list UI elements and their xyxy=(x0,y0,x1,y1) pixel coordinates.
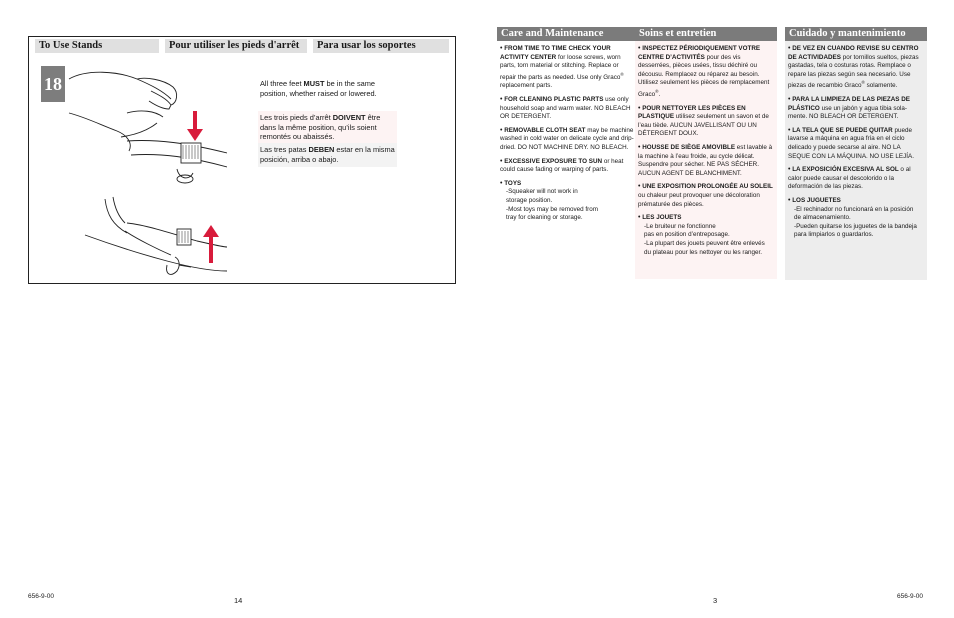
care-item-toys: • TOYS -Squeaker will not work in storage position. -Most toys may be removed from tray for cleaning or storage. xyxy=(500,180,636,223)
toys-line: -Most toys may be removed from xyxy=(506,205,599,213)
toys-line: -Le bruiteur ne fonctionne xyxy=(644,222,716,230)
care-item: • REMOVABLE CLOTH SEAT may be machine washed in cold water on delicate cycle and drip-dried. DO NOT MACHINE DRY. NO BLEACH. xyxy=(500,126,634,152)
care-maintenance-column-en xyxy=(497,27,639,281)
header-pour-utiliser: Pour utiliser les pieds d'arrêt xyxy=(165,39,307,53)
toys-line: storage position. xyxy=(506,197,553,204)
header-to-use-stands: To Use Stands xyxy=(35,39,159,53)
toys-line: -La plupart des jouets peuvent être enlevés xyxy=(644,239,765,247)
column-body xyxy=(497,41,639,281)
care-maintenance-column-fr xyxy=(635,27,777,279)
footer-right-page-number: 3 xyxy=(713,596,718,605)
header-para-usar: Para usar los soportes xyxy=(313,39,449,53)
toys-line: de almacenamiento. xyxy=(794,214,851,222)
care-item: • PARA LA LIMPIEZA DE LAS PIEZAS DE PLÁSTICO use un jabón y agua tibia sola- mente. NO BLEACH OR DETERGENT. xyxy=(788,96,910,121)
instruction-es: Las tres patas DEBEN estar en la misma posición, arriba o abajo. xyxy=(258,143,397,167)
down-arrow-icon xyxy=(187,111,203,141)
instruction-fr: Les trois pieds d’arrêt DOIVENT être dans la même position, qu’ils soient remontés ou abaissés. xyxy=(258,111,397,145)
care-item-toys: • LES JOUETS -Le bruiteur ne fonctionne pas en position d’entreposage. -La plupart des jouets peuvent être enlevés du plateau pour les nettoyer ou les ranger. xyxy=(638,214,774,257)
toys-line: du plateau pour les nettoyer ou les ranger. xyxy=(644,248,762,256)
column-title: Soins et entretien xyxy=(635,27,777,41)
toys-line: -Pueden quitarse los juguetes de la bandeja xyxy=(794,222,917,230)
care-item: • EXCESSIVE EXPOSURE TO SUN or heat could cause fading or warping of parts. xyxy=(500,157,624,174)
column-body xyxy=(785,41,927,280)
stand-illustration xyxy=(67,65,227,277)
hand-pressing-foot-down-illustration xyxy=(69,72,227,183)
footer-left-code: 656-9-00 xyxy=(28,593,55,600)
column-title: Cuidado y mantenimiento xyxy=(785,27,927,41)
column-title: Care and Maintenance xyxy=(497,27,639,41)
care-item-toys: • LOS JUGUETES -El rechinador no funcionará en la posición de almacenamiento. -Pueden quitarse los juguetes de la bandeja para limpiarlos o guardarlos. xyxy=(788,197,924,240)
toys-line: -El rechinador no funcionará en la posición xyxy=(794,205,914,213)
care-item: • UNE EXPOSITION PROLONGÉE AU SOLEIL ou chaleur peut provoquer une décoloration prématurée des pièces. xyxy=(638,183,773,208)
care-item: • INSPECTEZ PÉRIODIQUEMENT VOTRE CENTRE D’ACTIVITÉS pour des vis desserrées, pièces usées, tissu déchiré ou décousu. Remplacez ou réparez au besoin. Utilisez seulement les pièces de remplacement Graco®. xyxy=(638,45,770,99)
care-item: • LA EXPOSICIÓN EXCESIVA AL SOL o al calor puede causar el descolorido o la deformación de las piezas. xyxy=(788,166,911,191)
care-item: • FOR CLEANING PLASTIC PARTS use only household soap and warm water. NO BLEACH OR DETERGENT. xyxy=(500,96,631,121)
care-item: • POUR NETTOYER LES PIÈCES EN PLASTIQUE utilisez seulement un savon et de l’eau tiède. AUCUN JAVELLISANT OU UN DÉTERGENT DOUX. xyxy=(638,104,769,138)
toys-line: tray for cleaning or storage. xyxy=(506,214,583,222)
footer-right-code: 656-9-00 xyxy=(897,593,924,600)
footer-left-page-number: 14 xyxy=(234,596,243,605)
toys-line: pas en position d’entreposage. xyxy=(644,231,730,239)
toys-line: para limpiarlos o guardarlos. xyxy=(794,231,874,239)
up-arrow-icon xyxy=(203,225,219,263)
toys-line: -Squeaker will not work in xyxy=(506,188,578,196)
column-body xyxy=(635,41,777,279)
care-item: • FROM TIME TO TIME CHECK YOUR ACTIVITY CENTER for loose screws, worn parts, torn material or stitching. Replace or repair the parts as needed. Use only Graco® replacement parts. xyxy=(500,45,624,90)
care-item: • HOUSSE DE SIÈGE AMOVIBLE est lavable à la machine à l’eau froide, au cycle délicat. Suspendre pour sécher. NE PAS SÉCHER. AUCUN AGENT DE BLANCHIMENT. xyxy=(638,144,773,177)
care-item: • DE VEZ EN CUANDO REVISE SU CENTRO DE ACTIVIDADES por tornillos sueltos, piezas gastadas, tela o costuras rotas. Remplace o repare las piezas según sea necesario. Use piezas de recambio Graco® solamente. xyxy=(788,45,919,90)
stands-instruction-box xyxy=(28,36,456,284)
instruction-en: All three feet MUST be in the same position, whether raised or lowered. xyxy=(260,79,377,98)
step-number-badge: 18 xyxy=(41,66,65,102)
care-maintenance-column-es xyxy=(785,27,927,280)
care-item: • LA TELA QUE SE PUEDE QUITAR puede lavarse a máquina en agua fría en el ciclo delicado y puede secarse al aire. NO LA SEQUE CON LA MÁQUINA. NO USE LEJÍA. xyxy=(788,126,914,160)
